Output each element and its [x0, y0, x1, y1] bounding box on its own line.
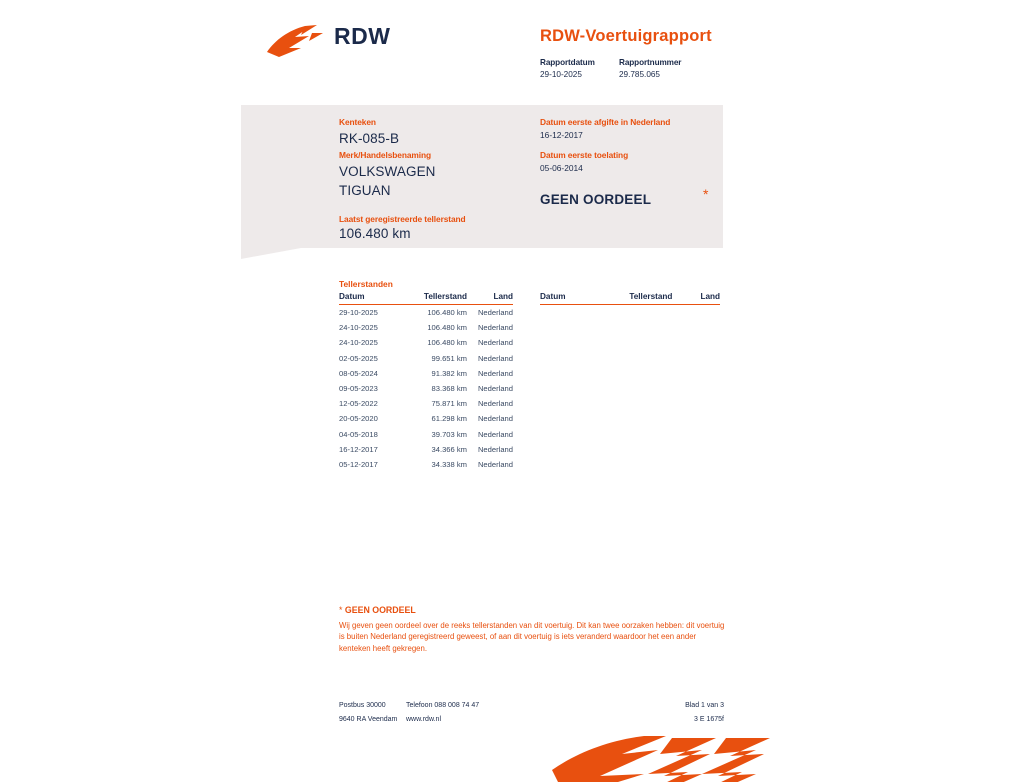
- meta-value-report-number: 29.785.065: [619, 70, 660, 79]
- cell-land: Nederland: [477, 399, 513, 409]
- report-meta: [540, 58, 693, 79]
- rdw-arrow-logo-icon: [265, 22, 327, 62]
- value-laatste-tellerstand: 106.480 km: [339, 226, 411, 241]
- label-laatste-tellerstand: Laatst geregistreerde tellerstand: [339, 214, 466, 224]
- column-header-datum: Datum: [540, 292, 612, 305]
- tellerstanden-table-continued: [540, 292, 720, 305]
- column-header-land: Land: [467, 292, 513, 305]
- cell-land: Nederland: [477, 459, 513, 469]
- page-footer-right: [600, 702, 724, 723]
- cell-tellerstand: 106.480 km: [427, 338, 467, 348]
- label-merk: Merk/Handelsbenaming: [339, 150, 432, 160]
- table-row: [339, 351, 513, 366]
- cell-tellerstand: 75.871 km: [431, 399, 467, 409]
- cell-land: Nederland: [477, 368, 513, 378]
- column-header-tellerstand: Tellerstand: [612, 292, 672, 305]
- cell-land: Nederland: [477, 444, 513, 454]
- footer-doc-code: 3 E 1675f: [694, 716, 724, 723]
- status-badge-verdict: GEEN OORDEEL: [540, 192, 652, 207]
- footnote-heading-text: GEEN OORDEEL: [344, 605, 416, 615]
- cell-land: Nederland: [477, 308, 513, 318]
- table-row: [339, 457, 513, 472]
- value-eerste-afgifte: 16-12-2017: [540, 130, 583, 140]
- cell-land: Nederland: [477, 414, 513, 424]
- cell-datum: 24-10-2025: [339, 323, 378, 333]
- footer-postbus: Postbus 30000: [339, 702, 386, 709]
- footnote: [339, 605, 729, 654]
- cell-datum: 16-12-2017: [339, 444, 378, 454]
- rdw-wordmark: RDW: [334, 23, 391, 49]
- column-header-tellerstand: Tellerstand: [409, 292, 467, 305]
- cell-datum: 24-10-2025: [339, 338, 378, 348]
- table-header-row: [540, 292, 720, 305]
- meta-value-report-date: 29-10-2025: [540, 70, 582, 79]
- cell-datum: 05-12-2017: [339, 459, 378, 469]
- cell-datum: 04-05-2018: [339, 429, 378, 439]
- meta-report-number: [619, 58, 681, 79]
- table-row: [339, 396, 513, 411]
- panel-corner-notch: [241, 248, 301, 259]
- page-title: RDW-Voertuigrapport: [540, 27, 712, 45]
- label-eerste-afgifte: Datum eerste afgifte in Nederland: [540, 117, 671, 127]
- tellerstanden-table: [339, 292, 513, 472]
- cell-tellerstand: 106.480 km: [427, 308, 467, 318]
- cell-land: Nederland: [477, 338, 513, 348]
- table-row: [339, 305, 513, 321]
- cell-datum: 29-10-2025: [339, 308, 378, 318]
- value-kenteken: RK-085-B: [339, 131, 400, 146]
- table-row: [339, 442, 513, 457]
- value-eerste-toelating: 05-06-2014: [540, 163, 583, 173]
- footer-city: 9640 RA Veendam: [339, 716, 398, 723]
- cell-tellerstand: 83.368 km: [431, 384, 467, 394]
- cell-tellerstand: 106.480 km: [427, 323, 467, 333]
- section-title-tellerstanden: Tellerstanden: [339, 279, 393, 289]
- cell-tellerstand: 91.382 km: [431, 368, 467, 378]
- footer-telephone: Telefoon 088 008 74 47: [406, 702, 480, 709]
- cell-land: Nederland: [477, 323, 513, 333]
- table-row: [339, 366, 513, 381]
- cell-datum: 20-05-2020: [339, 414, 378, 424]
- table-row: [339, 320, 513, 335]
- cell-tellerstand: 34.338 km: [431, 459, 467, 469]
- table-header-row: [339, 292, 513, 305]
- table-row: [339, 427, 513, 442]
- verdict-footnote-marker: *: [703, 186, 709, 202]
- rdw-watermark-logo-icon: [548, 736, 788, 782]
- cell-datum: 02-05-2025: [339, 353, 378, 363]
- cell-tellerstand: 61.298 km: [431, 414, 467, 424]
- cell-land: Nederland: [477, 353, 513, 363]
- cell-datum: 09-05-2023: [339, 384, 378, 394]
- meta-label-report-number: Rapportnummer: [619, 58, 682, 67]
- footnote-heading: [339, 605, 729, 615]
- meta-label-report-date: Rapportdatum: [540, 58, 595, 67]
- cell-datum: 12-05-2022: [339, 399, 378, 409]
- cell-datum: 08-05-2024: [339, 368, 378, 378]
- cell-tellerstand: 39.703 km: [431, 429, 467, 439]
- label-kenteken: Kenteken: [339, 117, 376, 127]
- tellerstanden-table-body: [339, 305, 513, 473]
- cell-land: Nederland: [477, 384, 513, 394]
- table-row: [339, 411, 513, 426]
- column-header-land: Land: [672, 292, 720, 305]
- footnote-body: Wij geven geen oordeel over de reeks tellerstanden van dit voertuig. Dit kan twee oorzaken hebben: dit voertuig is buiten Nederland geregistreerd geweest, of aan dit voertuig is iets veranderd waardoor het een ander kenteken heeft gekregen.: [339, 621, 725, 653]
- value-merk-line2: TIGUAN: [339, 183, 391, 198]
- footer-page-info: Blad 1 van 3: [685, 702, 724, 709]
- cell-land: Nederland: [477, 429, 513, 439]
- rdw-logo: [265, 22, 390, 62]
- footnote-marker: *: [339, 605, 345, 615]
- footer-website[interactable]: www.rdw.nl: [406, 716, 442, 723]
- column-header-datum: Datum: [339, 292, 409, 305]
- cell-tellerstand: 34.366 km: [431, 444, 467, 454]
- label-eerste-toelating: Datum eerste toelating: [540, 150, 629, 160]
- meta-report-date: [540, 58, 607, 79]
- table-row: [339, 381, 513, 396]
- value-merk-line1: VOLKSWAGEN: [339, 164, 436, 179]
- table-row: [339, 335, 513, 350]
- cell-tellerstand: 99.651 km: [431, 353, 467, 363]
